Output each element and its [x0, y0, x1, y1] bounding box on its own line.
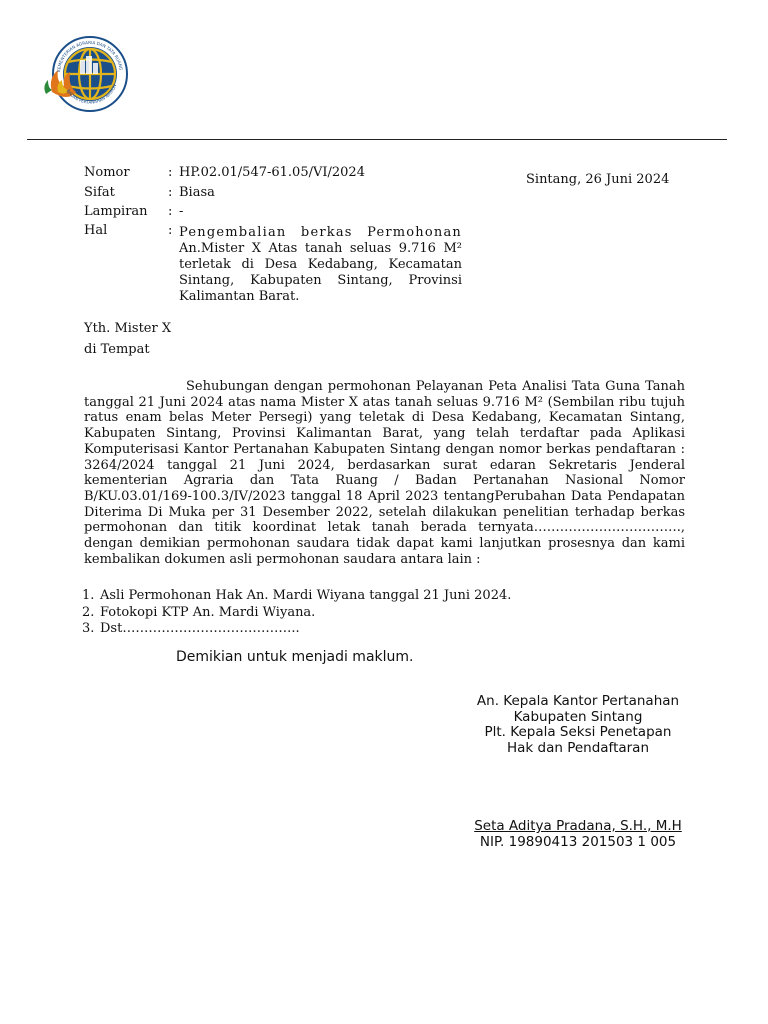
list-item-text: Fotokopi KTP An. Mardi Wiyana.	[100, 604, 316, 620]
list-item-text: Asli Permohonan Hak An. Mardi Wiyana tanggal 21 Juni 2024.	[100, 588, 512, 603]
list-item-text: Dst…………………………………..	[100, 621, 300, 636]
list-item	[82, 605, 511, 622]
signature-line2: Kabupaten Sintang	[513, 708, 643, 725]
signature-block	[452, 694, 704, 756]
sifat-colon: :	[168, 185, 173, 200]
recipient-block	[84, 318, 171, 360]
hal-subject	[179, 225, 462, 305]
lampiran-row	[84, 204, 184, 220]
recipient-place: di Tempat	[84, 342, 150, 357]
hal-subject-rest: An.Mister X Atas tanah seluas 9.716 M² terletak di Desa Kedabang, Kecamatan Sintang, Kabupaten Sintang, Provinsi Kalimantan Barat.	[179, 241, 462, 304]
list-item-number: 1.	[82, 588, 95, 603]
signature-line1: An. Kepala Kantor Pertanahan	[476, 693, 680, 709]
signer-nip: NIP. 19890413 201503 1 005	[479, 834, 677, 850]
sifat-label: Sifat	[84, 185, 115, 200]
list-item	[82, 588, 511, 605]
lampiran-label: Lampiran	[84, 204, 148, 219]
logo-arc-text-bottom: BADAN PERTANAHAN NASION	[65, 83, 118, 105]
attachment-list	[82, 588, 511, 638]
lampiran-value: -	[179, 204, 184, 219]
signature-line3: Plt. Kepala Seksi Penetapan	[484, 724, 672, 740]
body-paragraph	[84, 379, 685, 567]
letter-date: Sintang, 26 Juni 2024	[526, 172, 670, 187]
lampiran-colon: :	[168, 204, 173, 219]
list-item-number: 2.	[82, 604, 95, 620]
signature-line4: Hak dan Pendaftaran	[506, 739, 650, 756]
closing-statement: Demikian untuk menjadi maklum.	[176, 649, 414, 665]
list-item-number: 3.	[82, 621, 95, 636]
nomor-label: Nomor	[84, 165, 130, 180]
hal-row	[84, 223, 173, 239]
logo-arc-text-top: KEMENTERIAN AGRARIA DAN TATA RUANG	[56, 39, 124, 73]
hal-label: Hal	[84, 223, 108, 238]
body-paragraph-text: Sehubungan dengan permohonan Pelayanan Peta Analisi Tata Guna Tanah tanggal 21 Juni 2024 atas nama Mister X atas tanah seluas 9.716 M² (Sembilan ribu tujuh ratus enam belas Meter Persegi) yang teletak di Desa Kedabang, Kecamatan Sintang, Kabupaten Sintang, Provinsi Kalimantan Barat, yang telah terdaftar pada Aplikasi Komputerisasi Kantor Pertanahan Kabupaten Sintang dengan nomor berkas pendaftaran : 3264/2024 tanggal 21 Juni 2024, berdasarkan surat edaran Sekretaris Jenderal kementerian Agraria dan Tata Ruang / Badan Pertanahan Nasional Nomor B/KU.03.01/169-100.3/IV/2023 tanggal 18 April 2023 tentangPerubahan Data Pendapatan Diterima Di Muka per 31 Desember 2022, setelah dilakukan penelitian terhadap berkas permohonan dan titik koordinat letak tanah berada ternyata……………………………., dengan demikian permohonan saudara tidak dapat kami lanjutkan prosesnya dan kami kembalikan dokumen asli permohonan saudara antara lain :	[84, 379, 685, 567]
list-item	[82, 621, 511, 638]
signer-name: Seta Aditya Pradana, S.H., M.H	[474, 818, 682, 834]
recipient-name: Yth. Mister X	[84, 321, 172, 336]
agency-logo	[38, 30, 142, 116]
signer-block	[450, 818, 706, 850]
sifat-value: Biasa	[179, 185, 215, 200]
hal-colon: :	[168, 223, 173, 238]
nomor-value: HP.02.01/547-61.05/VI/2024	[179, 165, 365, 180]
hal-subject-line1: Pengembalian berkas Permohonan	[179, 225, 462, 240]
header-divider	[27, 139, 727, 140]
sifat-row	[84, 185, 215, 201]
nomor-row	[84, 165, 365, 181]
nomor-colon: :	[168, 165, 173, 180]
